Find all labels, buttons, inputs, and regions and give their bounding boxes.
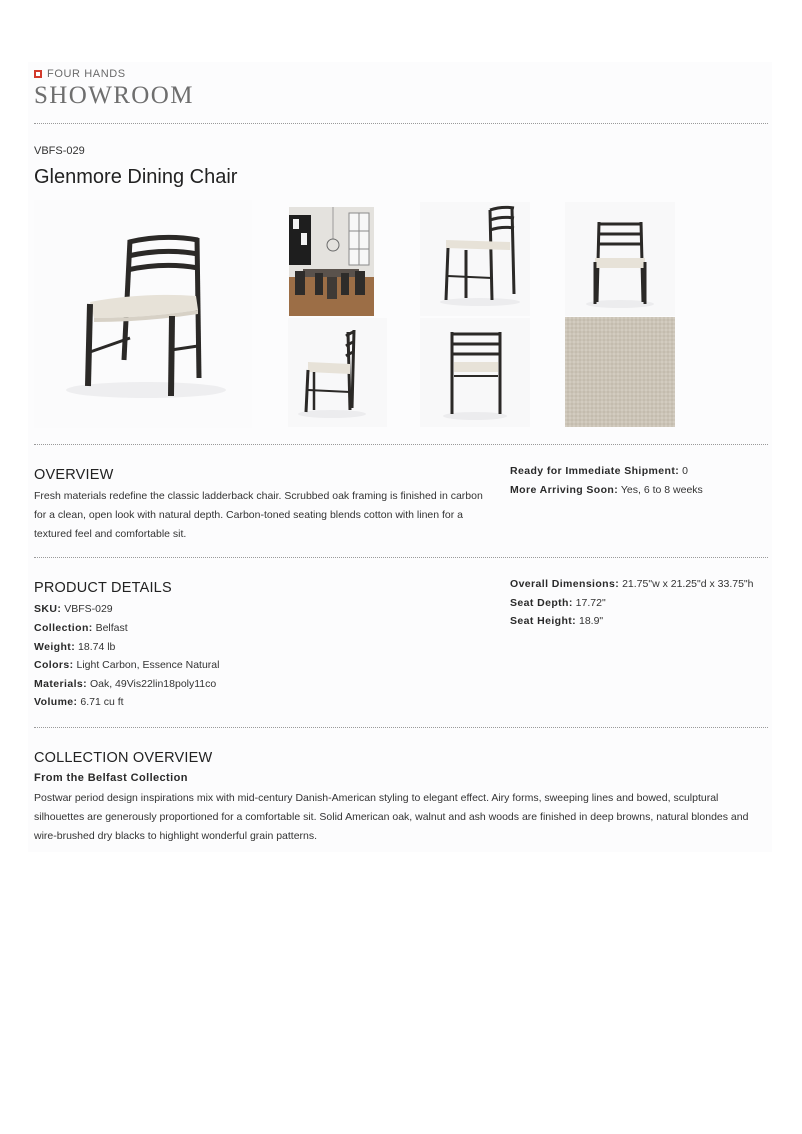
dim-row-overall — [510, 575, 772, 594]
collection-text: Postwar period design inspirations mix with mid-century Danish-American styling to elegant effect. Airy forms, sweeping lines and bowed, sculptural silhouettes are generously proportioned for a comfortable sit. Solid American oak, walnut and ash woods are finished in deep browns, natural blondes and wire-brushed dry blacks to highlight wonderful grain patterns. — [34, 792, 749, 842]
dim-label: Seat Depth: — [510, 597, 573, 609]
chair-front-angle-image — [34, 200, 252, 428]
divider — [34, 727, 768, 728]
dim-value: 18.9" — [578, 615, 604, 627]
product-sku: VBFS-029 — [34, 145, 85, 157]
detail-value: 18.74 lb — [78, 641, 116, 653]
detail-value: VBFS-029 — [64, 603, 113, 615]
arriving-value: Yes, 6 to 8 weeks — [620, 484, 703, 496]
detail-row-collection — [34, 619, 128, 638]
dining-room-scene-image — [289, 207, 374, 316]
arriving-status — [510, 481, 768, 500]
detail-row-materials — [34, 675, 216, 694]
overview-heading: OVERVIEW — [34, 467, 114, 483]
detail-row-colors — [34, 656, 219, 675]
dim-value: 17.72" — [575, 597, 606, 609]
fabric-swatch-image — [565, 317, 675, 427]
details-heading: PRODUCT DETAILS — [34, 580, 172, 596]
dim-label: Seat Height: — [510, 615, 577, 627]
chair-back-image — [420, 318, 530, 427]
detail-row-sku — [34, 600, 113, 619]
brand-name: FOUR HANDS — [47, 68, 126, 80]
shipment-value: 0 — [682, 465, 688, 477]
detail-row-volume — [34, 693, 124, 712]
brand-logo-icon — [34, 70, 42, 78]
chair-side-small-image — [288, 318, 387, 427]
dim-row-seat-depth — [510, 594, 606, 613]
divider — [34, 557, 768, 558]
brand-header — [34, 68, 194, 110]
detail-label: Colors: — [34, 659, 74, 671]
divider — [34, 444, 768, 445]
dim-row-seat-height — [510, 612, 603, 631]
arriving-label: More Arriving Soon: — [510, 484, 619, 496]
detail-label: SKU: — [34, 603, 62, 615]
product-title: Glenmore Dining Chair — [34, 166, 238, 188]
chair-side-image — [420, 202, 530, 316]
detail-value: 6.71 cu ft — [80, 696, 124, 708]
detail-value: Belfast — [95, 622, 128, 634]
shipment-status — [510, 462, 768, 481]
detail-label: Materials: — [34, 678, 88, 690]
detail-value: Light Carbon, Essence Natural — [76, 659, 220, 671]
detail-row-weight — [34, 638, 115, 657]
showroom-title: SHOWROOM — [34, 82, 194, 109]
dim-label: Overall Dimensions: — [510, 578, 620, 590]
collection-subheading: From the Belfast Collection — [34, 772, 188, 784]
detail-label: Collection: — [34, 622, 93, 634]
overview-text: Fresh materials redefine the classic ladderback chair. Scrubbed oak framing is finished in carbon for a clean, open look with natural depth. Carbon-toned seating blends cotton with linen for a textured feel and comfortable sit. — [34, 490, 483, 540]
collection-heading: COLLECTION OVERVIEW — [34, 750, 213, 766]
detail-label: Weight: — [34, 641, 76, 653]
brand-row — [34, 68, 194, 80]
divider — [34, 123, 768, 124]
detail-value: Oak, 49Vis22lin18poly11co — [89, 678, 217, 690]
detail-label: Volume: — [34, 696, 78, 708]
chair-front-image — [565, 202, 675, 316]
shipment-label: Ready for Immediate Shipment: — [510, 465, 680, 477]
dim-value: 21.75"w x 21.25"d x 33.75"h — [622, 578, 754, 590]
